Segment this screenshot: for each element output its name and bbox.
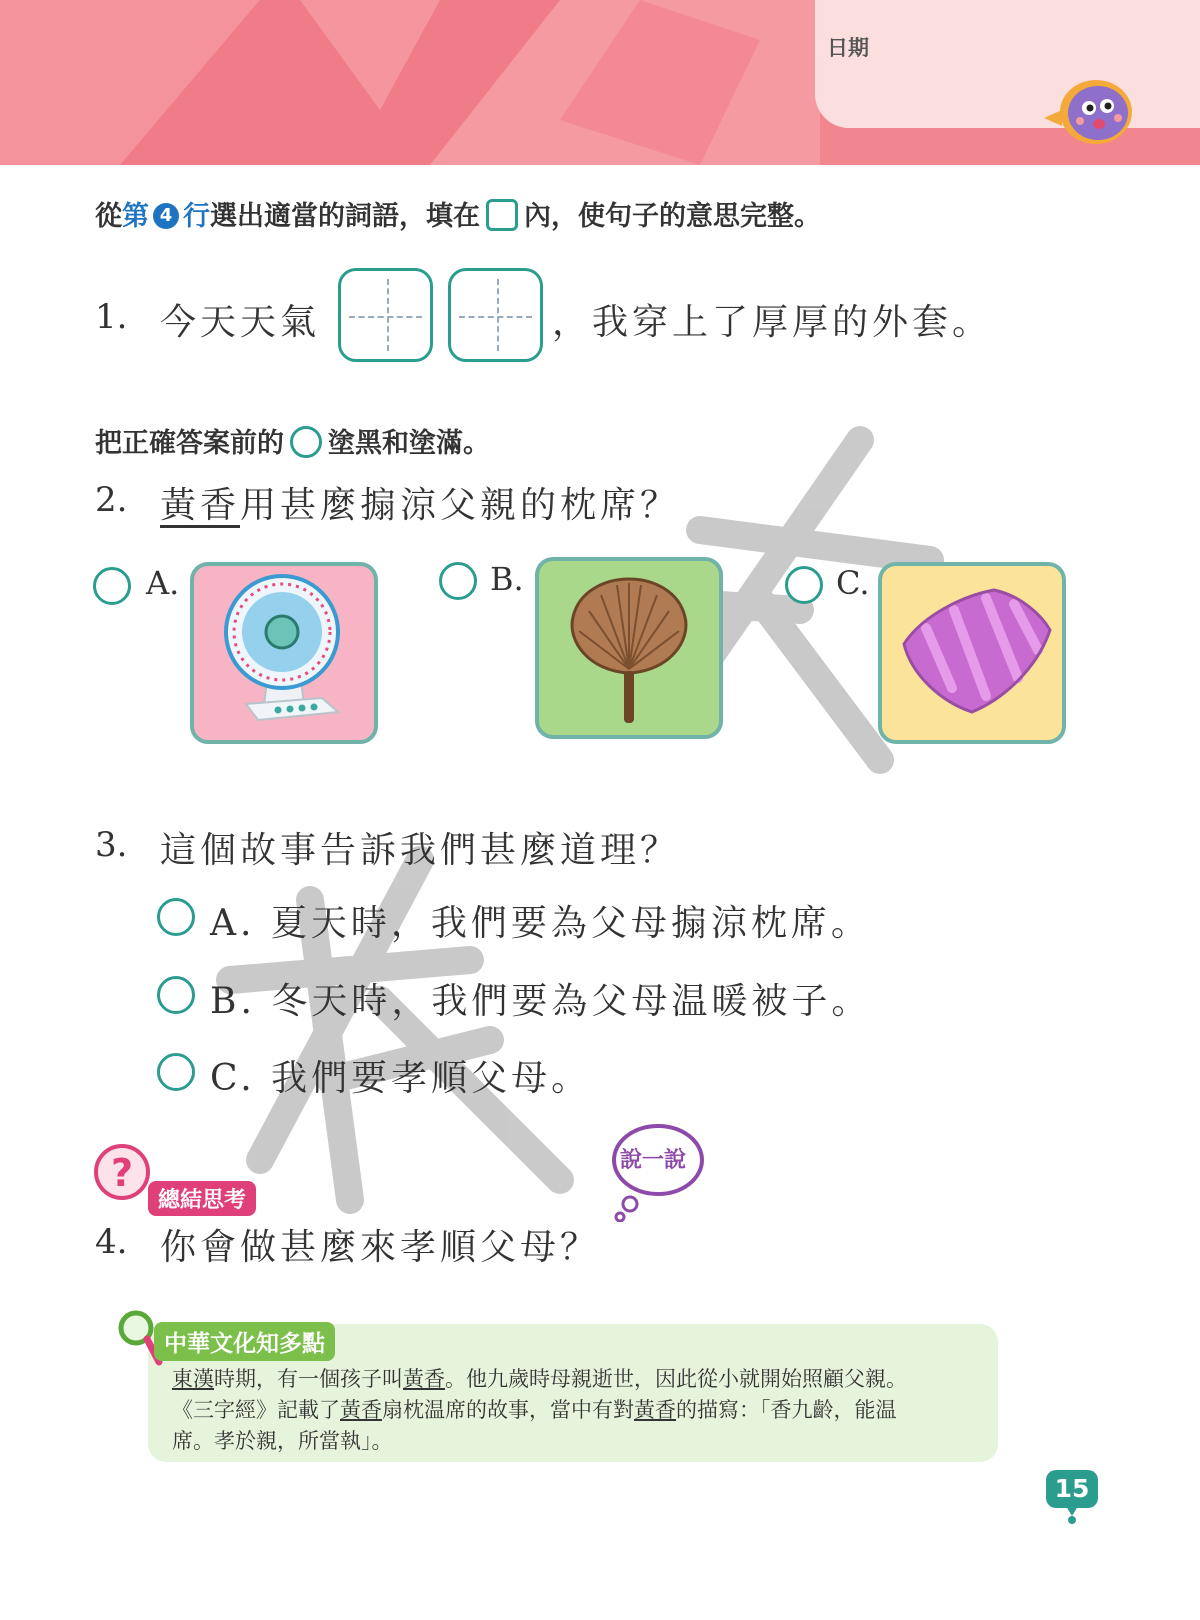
question-text-rest: 用甚麼搧涼父親的枕席？ bbox=[240, 485, 681, 526]
answer-box-2[interactable] bbox=[448, 268, 543, 362]
date-tab bbox=[815, 0, 1200, 128]
culture-note-title: 中華文化知多點 bbox=[154, 1322, 335, 1361]
text-span: 的描寫：「香九齡，能温 bbox=[676, 1398, 897, 1422]
instruction-text: 把正確答案前的 bbox=[95, 428, 284, 459]
q3-option-b-radio[interactable] bbox=[157, 976, 195, 1014]
mascot-icon bbox=[1044, 76, 1138, 146]
instruction-text: 從 bbox=[95, 201, 122, 232]
text-span: 時期，有一個孩子叫 bbox=[214, 1367, 403, 1391]
person-name: 黃香 bbox=[634, 1398, 676, 1422]
instruction-fill-blank bbox=[95, 194, 821, 234]
instruction-fill-circle bbox=[95, 421, 490, 461]
option-a-image bbox=[190, 562, 378, 744]
row-number-badge: 4 bbox=[153, 203, 179, 229]
text-span: 。他九歲時母親逝世，因此從小就開始照顧父親。 bbox=[445, 1367, 907, 1391]
electric-fan-icon bbox=[194, 566, 374, 740]
square-box-icon bbox=[486, 199, 518, 231]
instruction-text: 塗黑和塗滿。 bbox=[328, 428, 490, 459]
speech-bubble-text: 說一說 bbox=[620, 1148, 687, 1173]
page-pin-icon bbox=[1062, 1506, 1082, 1526]
q3-option-b bbox=[210, 973, 871, 1024]
circle-icon bbox=[290, 426, 322, 458]
instruction-row-word: 第 bbox=[122, 201, 149, 232]
question-text bbox=[160, 477, 680, 528]
question-mark-icon bbox=[92, 1144, 156, 1204]
pillow-icon bbox=[882, 566, 1062, 740]
date-label: 日期 bbox=[827, 36, 869, 60]
question-number: 1. bbox=[95, 297, 128, 337]
hand-fan-icon bbox=[539, 561, 719, 735]
question-number: 2. bbox=[95, 480, 128, 520]
culture-line-1 bbox=[172, 1364, 984, 1395]
option-a-radio[interactable] bbox=[93, 567, 131, 605]
instruction-row-word: 行 bbox=[183, 201, 210, 232]
option-c-radio[interactable] bbox=[785, 566, 823, 604]
q3-option-a-letter: A. bbox=[210, 903, 256, 944]
text-span: 《三字經》記載了 bbox=[172, 1398, 340, 1422]
question-text: ，我穿上了厚厚的外套。 bbox=[552, 302, 993, 343]
culture-line-2 bbox=[172, 1395, 984, 1426]
q3-option-c-text: 我們要孝順父母。 bbox=[271, 1058, 592, 1099]
q3-option-a bbox=[210, 895, 871, 946]
option-c-image bbox=[878, 562, 1066, 744]
text-span: 扇枕温席的故事，當中有對 bbox=[382, 1398, 634, 1422]
dynasty-name: 東漢 bbox=[172, 1367, 214, 1391]
q3-option-c-radio[interactable] bbox=[157, 1053, 195, 1091]
answer-box-1[interactable] bbox=[338, 268, 433, 362]
question-number: 3. bbox=[95, 825, 128, 865]
q3-option-c bbox=[210, 1050, 591, 1101]
instruction-text: 內，使句子的意思完整。 bbox=[524, 201, 821, 232]
q3-option-a-radio[interactable] bbox=[157, 898, 195, 936]
culture-line-3: 席。孝於親，所當執」。 bbox=[172, 1429, 393, 1453]
question-text: 你會做甚麼來孝順父母？ bbox=[160, 1227, 601, 1268]
option-a-letter: A. bbox=[146, 564, 180, 602]
q3-option-c-letter: C. bbox=[210, 1058, 256, 1099]
question-text: 今天天氣 bbox=[160, 302, 321, 343]
person-name: 黃香 bbox=[403, 1367, 445, 1391]
culture-note-text bbox=[172, 1364, 984, 1457]
q3-option-a-text: 夏天時，我們要為父母搧涼枕席。 bbox=[270, 903, 871, 944]
q3-option-b-letter: B. bbox=[210, 981, 256, 1022]
person-name: 黃香 bbox=[340, 1398, 382, 1422]
option-b-letter: B. bbox=[490, 560, 524, 598]
option-c-letter: C. bbox=[836, 564, 870, 602]
svg-text:?: ? bbox=[110, 1151, 134, 1195]
page-number: 15 bbox=[1046, 1470, 1098, 1508]
person-name: 黃香 bbox=[160, 485, 241, 526]
option-b-image bbox=[535, 557, 723, 739]
question-number: 4. bbox=[95, 1222, 128, 1262]
question-text: 這個故事告訴我們甚麼道理？ bbox=[160, 830, 681, 871]
q3-option-b-text: 冬天時，我們要為父母温暖被子。 bbox=[271, 981, 872, 1022]
summary-thinking-tag: 總結思考 bbox=[148, 1181, 256, 1216]
option-b-radio[interactable] bbox=[439, 562, 477, 600]
instruction-text: 選出適當的詞語，填在 bbox=[210, 201, 480, 232]
